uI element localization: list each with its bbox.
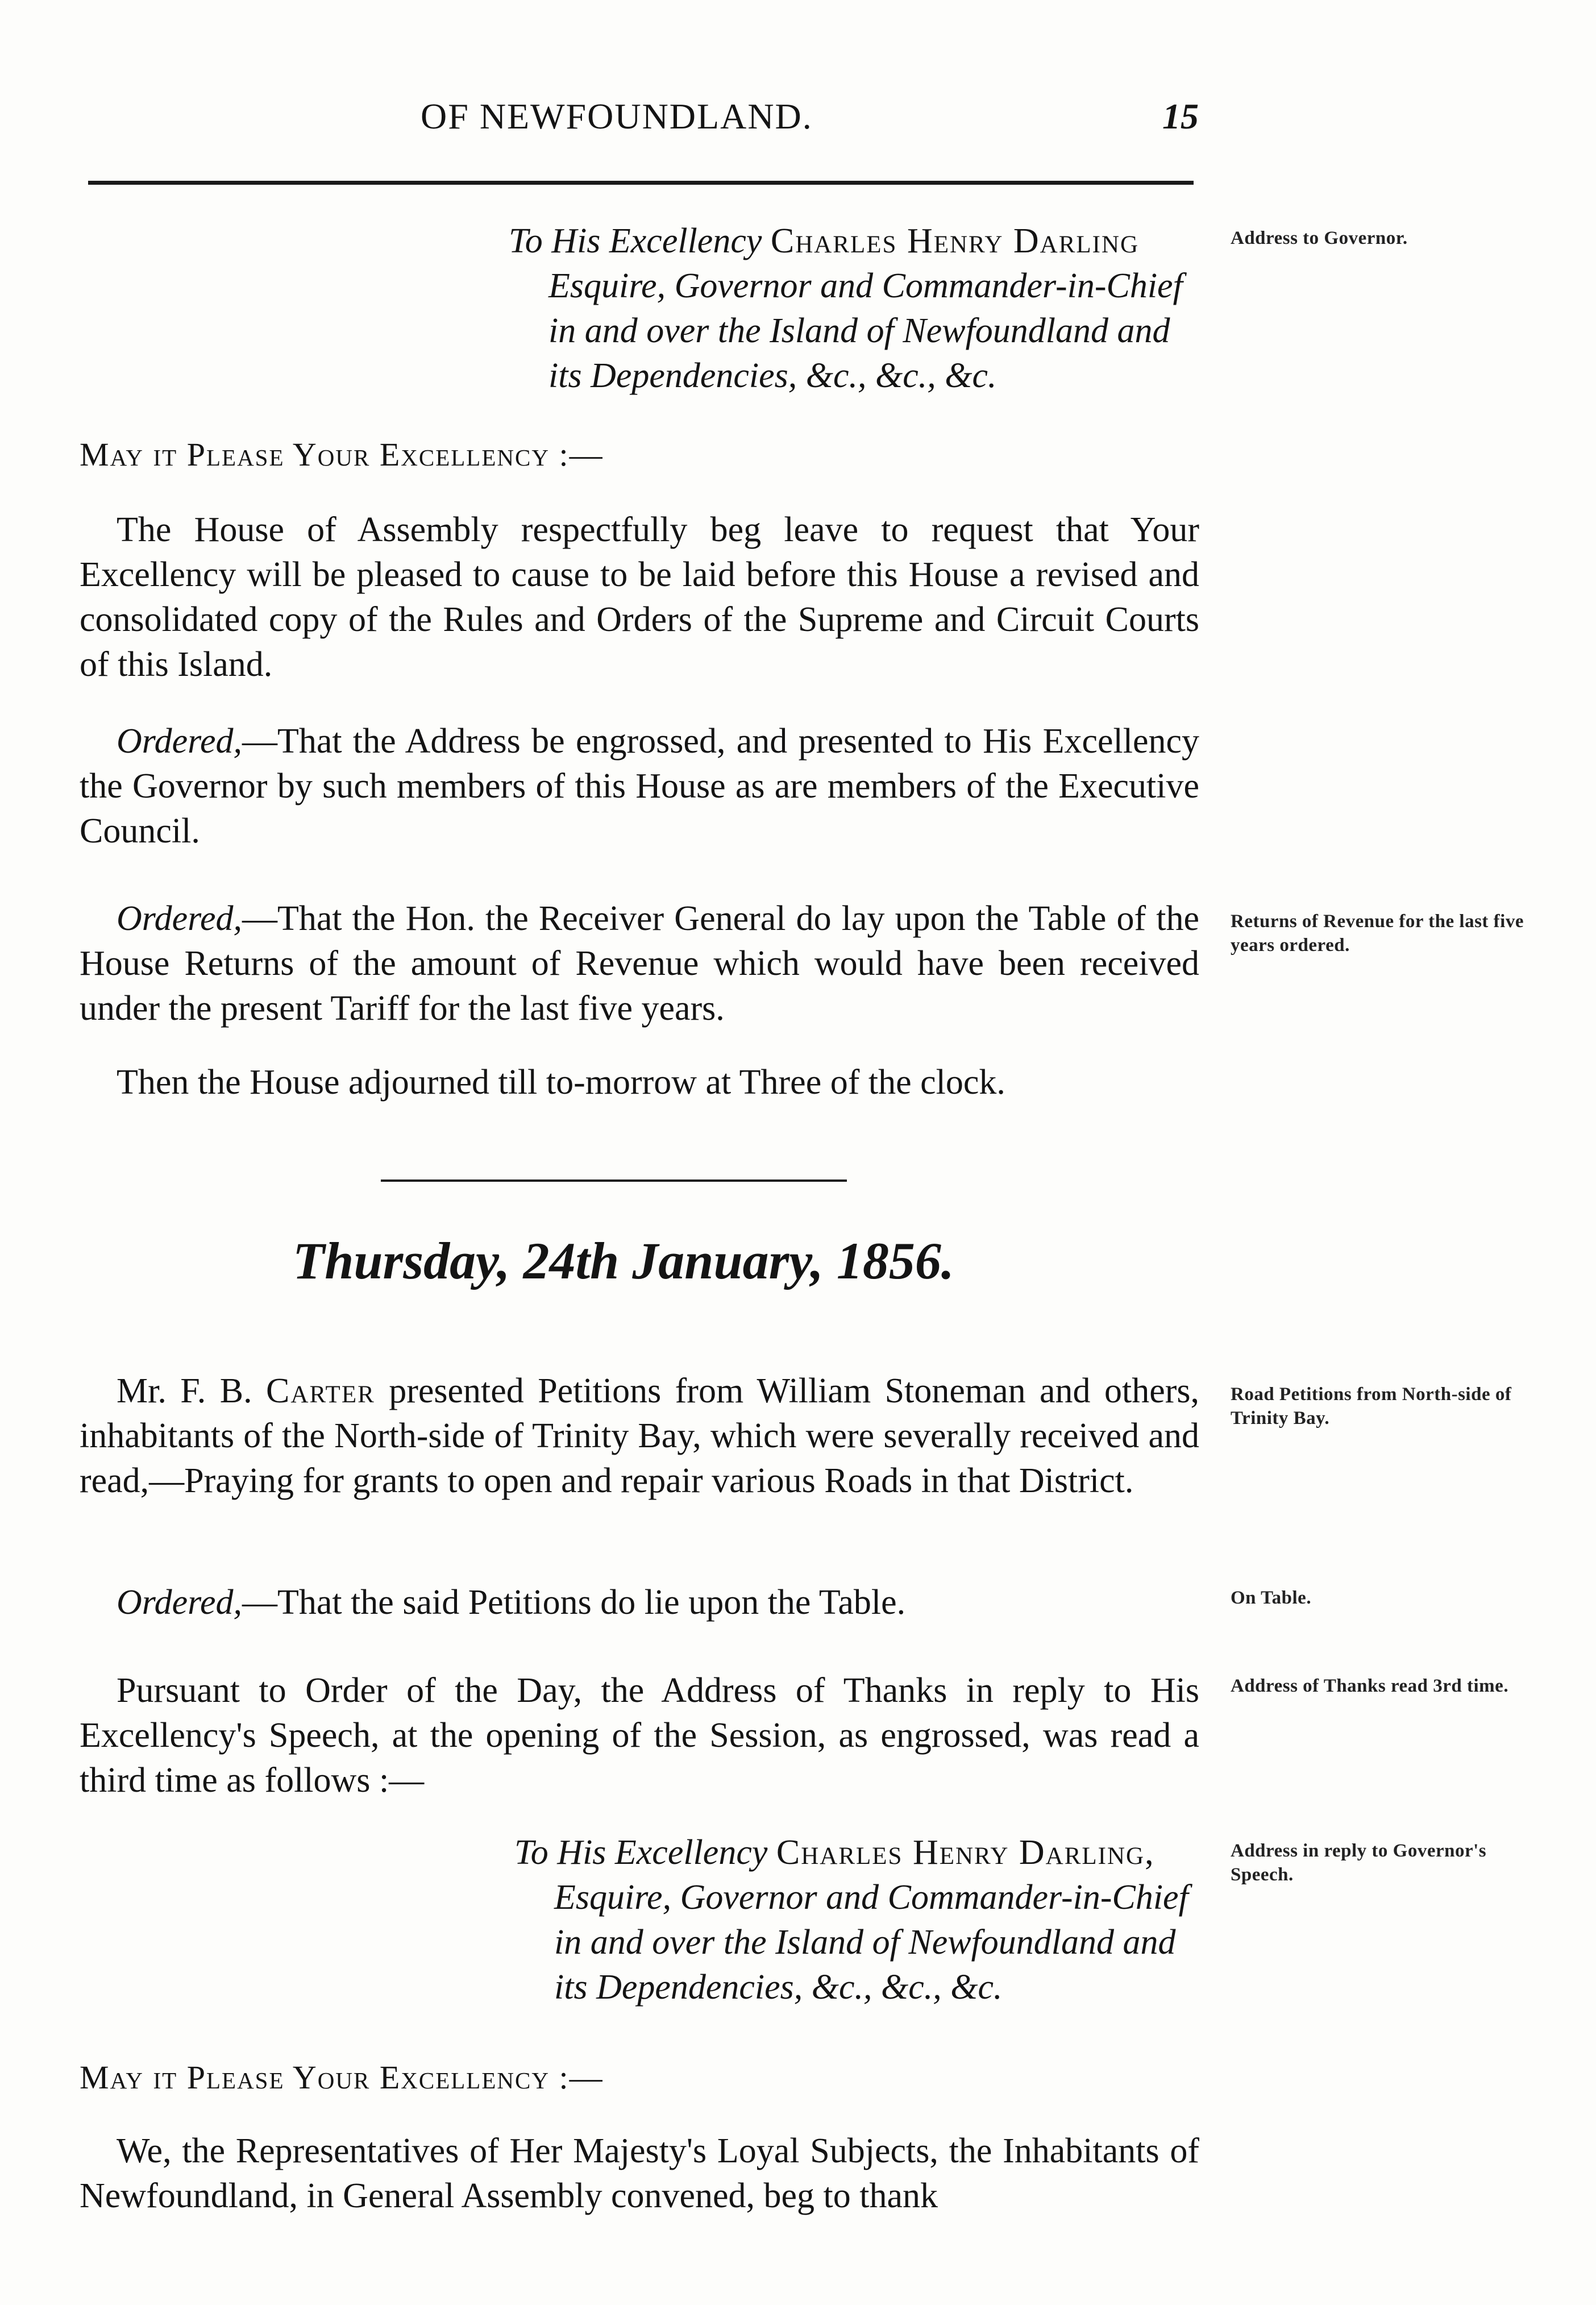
- address-line-3: in and over the Island of Newfoundland and: [548, 312, 1170, 350]
- margin-note-road-petitions: Road Petitions from North-side of Trinity Bay.: [1231, 1384, 1512, 1428]
- address-block-1: [509, 219, 1208, 398]
- ordered-label: Ordered,: [117, 1583, 242, 1622]
- date-heading: Thursday, 24th January, 1856.: [293, 1232, 954, 1290]
- salutation-2: May it Please Your Excellency :—: [80, 2059, 604, 2096]
- address-to-prefix: To His Excellency: [514, 1833, 768, 1872]
- salutation-1: May it Please Your Excellency :—: [80, 436, 604, 473]
- paragraph-ordered-returns: [80, 896, 1199, 1031]
- address-line-1: [514, 1830, 1213, 1875]
- presenter-name: Carter: [266, 1372, 375, 1410]
- address-line-3: in and over the Island of Newfoundland and: [554, 1923, 1176, 1962]
- ordered-text: —That the Hon. the Receiver General do lay upon the Table of the House Returns of the amount of Revenue which would have been received under the present Tariff for the last five years.: [80, 899, 1199, 1028]
- address-to-prefix: To His Excellency: [509, 222, 762, 260]
- paragraph-we-representatives: We, the Representatives of Her Majesty's Loyal Subjects, the Inhabitants of Newfoundland, in General Assembly convened, beg to thank: [80, 2132, 1199, 2215]
- address-line-2: Esquire, Governor and Commander-in-Chief: [554, 1878, 1188, 1917]
- margin-note-returns-of-revenue: Returns of Revenue for the last five years ordered.: [1231, 911, 1524, 956]
- margin-note-address-in-reply: Address in reply to Governor's Speech.: [1231, 1841, 1487, 1885]
- address-line-1: [509, 219, 1208, 264]
- governor-name: Charles Henry Darling: [770, 222, 1140, 260]
- running-title: OF NEWFOUNDLAND.: [421, 96, 813, 136]
- address-line-4: its Dependencies, &c., &c., &c.: [554, 1968, 1003, 2007]
- page-number: 15: [1162, 96, 1199, 136]
- ordered-text: —That the Address be engrossed, and presented to His Excellency the Governor by such members of this House as are members of the Executive Council.: [80, 722, 1199, 850]
- presenter-prefix: Mr. F. B.: [117, 1372, 252, 1410]
- paragraph-ordered-table: [117, 1580, 905, 1625]
- margin-note-address-of-thanks: Address of Thanks read 3rd time.: [1231, 1676, 1509, 1696]
- paragraph-request: The House of Assembly respectfully beg leave to request that Your Excellency will be pleased to cause to be laid before this House a revised and consolidated copy of the Rules and Orders of the Supreme and Circuit Courts of this Island.: [80, 510, 1199, 684]
- address-block-2: [514, 1830, 1213, 2010]
- paragraph-ordered-engrossed: [80, 719, 1199, 854]
- paragraph-adjourned: Then the House adjourned till to-morrow at Three of the clock.: [117, 1063, 1005, 1102]
- address-line-2: Esquire, Governor and Commander-in-Chief: [548, 267, 1183, 305]
- section-divider: [381, 1180, 847, 1182]
- ordered-label: Ordered,: [117, 899, 242, 938]
- margin-note-on-table: On Table.: [1231, 1588, 1312, 1608]
- paragraph-pursuant: Pursuant to Order of the Day, the Address of Thanks in reply to His Excellency's Speech, at the opening of the Session, as engrossed, was read a third time as follows :—: [80, 1671, 1199, 1800]
- header-rule: [88, 181, 1194, 185]
- petitions-text: presented Petitions from William Stoneman and others, inhabitants of the North-side of Trinity Bay, which were severally received and read,—Praying for grants to open and repair various Roads in that District.: [80, 1372, 1199, 1500]
- governor-name: Charles Henry Darling,: [776, 1833, 1155, 1872]
- ordered-text: —That the said Petitions do lie upon the Table.: [242, 1583, 906, 1622]
- address-line-4: its Dependencies, &c., &c., &c.: [548, 356, 997, 395]
- paragraph-petitions: [80, 1369, 1199, 1504]
- ordered-label: Ordered,: [117, 722, 242, 761]
- margin-note-address-to-governor: Address to Governor.: [1231, 228, 1408, 248]
